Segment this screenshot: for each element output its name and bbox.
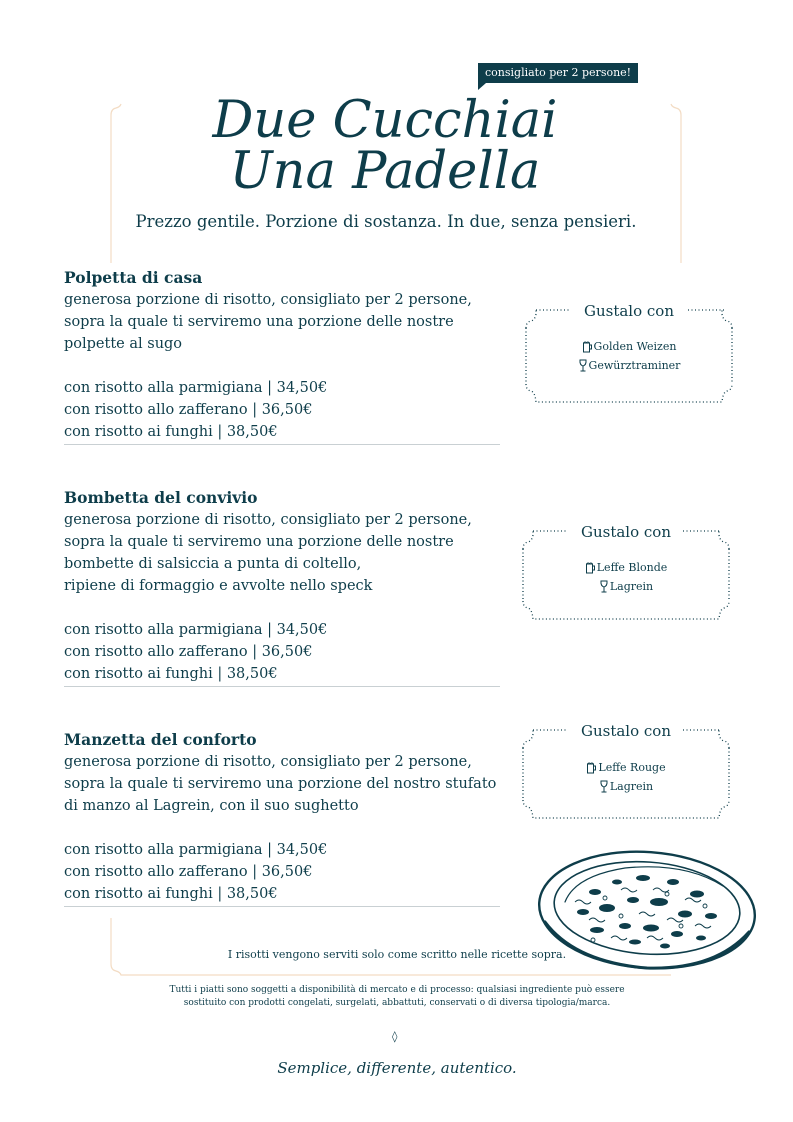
dish-description [64,289,500,355]
allergen-disclaimer [110,984,684,1010]
pairing-list [521,758,731,796]
motto: Semplice, differente, autentico. [277,1059,517,1077]
dish-name: Manzetta del conforto [64,730,257,749]
pairing-wine [524,356,734,375]
price-line: con risotto allo zafferano | 36,50€ [64,864,313,880]
dish-manzetta [64,729,500,907]
wine-glass-icon [599,580,609,593]
disclaimer-line: sostituito con prodotti congelati, surgelati, abbattuti, conservati o di diversa tipologia/marca. [183,998,611,1008]
wine-name: Lagrein [609,780,654,793]
price-line: con risotto alla parmigiana | 34,50€ [64,622,328,638]
pairing-beer [524,337,734,356]
wine-glass-icon [578,359,588,372]
dish-name: Polpetta di casa [64,268,203,287]
title-line-2: Una Padella [229,142,541,201]
dish-desc-line: generosa porzione di risotto, consigliato per 2 persone, [64,292,472,308]
risotto-note: I risotti vengono serviti solo come scritto nelle ricette sopra. [227,948,567,961]
dish-polpetta [64,267,500,445]
price-line: con risotto allo zafferano | 36,50€ [64,644,313,660]
dish-bombetta [64,487,500,687]
price-line: con risotto allo zafferano | 36,50€ [64,402,313,418]
price-line: con risotto ai funghi | 38,50€ [64,886,278,902]
price-line: con risotto ai funghi | 38,50€ [64,666,278,682]
dish-prices [64,839,500,905]
beer-name: Leffe Rouge [598,761,666,774]
dish-prices [64,619,500,685]
pairing-list [524,337,734,375]
pairing-title: Gustalo con [581,523,671,541]
beer-mug-icon [585,562,596,574]
wine-name: Lagrein [609,580,654,593]
dish-divider [64,906,500,907]
dish-desc-line: polpette al sugo [64,336,183,352]
disclaimer-line: Tutti i piatti sono soggetti a disponibilità di mercato e di processo: qualsiasi ingrediente può essere [169,985,625,995]
pairing-box-2 [521,521,731,621]
beer-mug-icon [582,341,593,353]
pairing-wine [521,577,731,596]
dish-name: Bombetta del convivio [64,488,258,507]
dish-desc-line: sopra la quale ti serviremo una porzione del nostro stufato [64,776,497,792]
pairing-title: Gustalo con [584,302,674,320]
dish-desc-line: sopra la quale ti serviremo una porzione delle nostre [64,314,454,330]
price-line: con risotto alla parmigiana | 34,50€ [64,380,328,396]
page-title [120,91,650,201]
dish-desc-line: sopra la quale ti serviremo una porzione delle nostre [64,534,454,550]
pairing-wine [521,777,731,796]
title-line-1: Due Cucchiai [212,91,558,150]
page-subtitle: Prezzo gentile. Porzione di sostanza. In due, senza pensieri. [135,212,637,231]
dish-prices [64,377,500,443]
dish-desc-line: generosa porzione di risotto, consigliato per 2 persone, [64,754,472,770]
dish-desc-line: generosa porzione di risotto, consigliato per 2 persone, [64,512,472,528]
pairing-list [521,558,731,596]
beer-name: Golden Weizen [593,340,677,353]
dish-desc-line: di manzo al Lagrein, con il suo sughetto [64,798,359,814]
dish-desc-line: ripiene di formaggio e avvolte nello speck [64,578,373,594]
diamond-ornament: ◊ [392,1030,398,1043]
pairing-beer [521,758,731,777]
wine-glass-icon [599,780,609,793]
recommendation-badge: consigliato per 2 persone! [478,63,638,83]
beer-mug-icon [586,762,597,774]
dish-desc-line: bombette di salsiccia a punta di coltello, [64,556,362,572]
badge-tail [478,83,486,90]
pairing-beer [521,558,731,577]
beer-name: Leffe Blonde [596,561,668,574]
dish-description [64,751,500,817]
dish-description [64,509,500,597]
pairing-box-1 [524,300,734,404]
dish-divider [64,444,500,445]
price-line: con risotto alla parmigiana | 34,50€ [64,842,328,858]
pairing-title: Gustalo con [581,722,671,740]
dish-divider [64,686,500,687]
wine-name: Gewürztraminer [588,359,681,372]
price-line: con risotto ai funghi | 38,50€ [64,424,278,440]
pairing-box-3 [521,720,731,820]
